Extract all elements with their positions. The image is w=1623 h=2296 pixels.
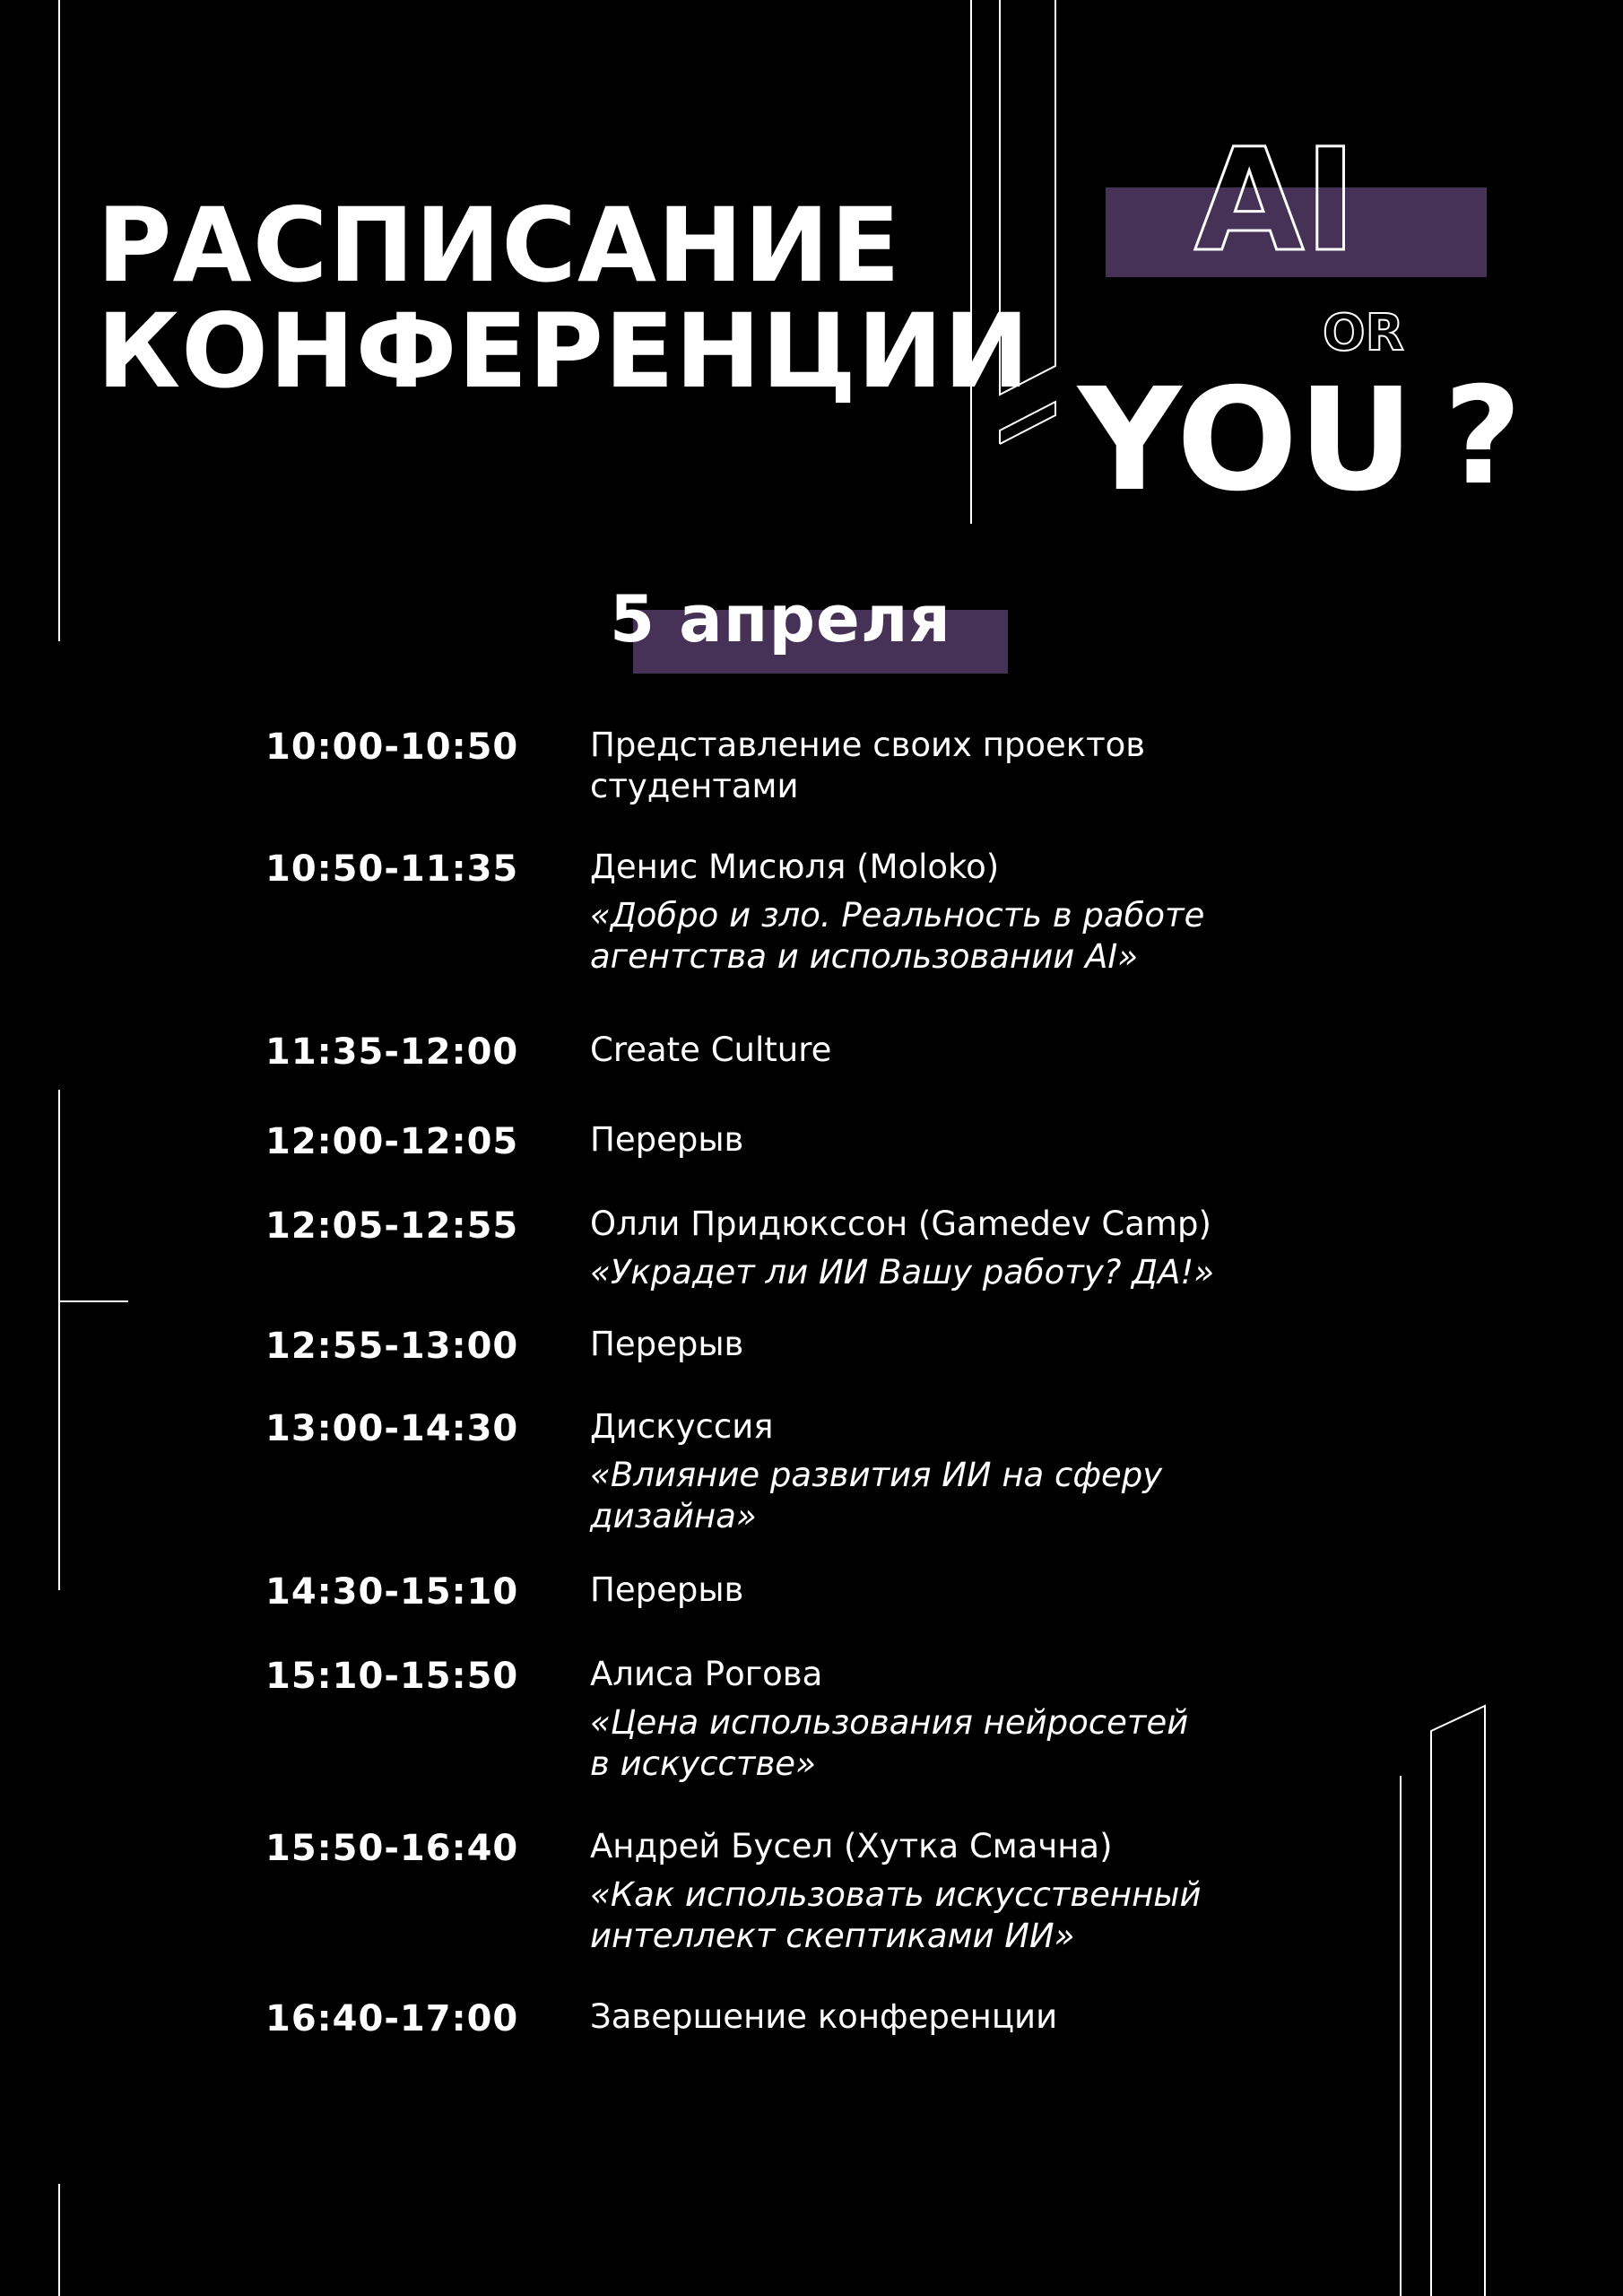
schedule-time: 13:00-14:30 — [265, 1408, 519, 1449]
schedule-row — [265, 1119, 1270, 1164]
schedule-talk-title: «Влияние развития ИИ на сферу дизайна» — [590, 1456, 1163, 1535]
schedule-time: 11:35-12:00 — [265, 1031, 519, 1073]
schedule-time: 12:55-13:00 — [265, 1326, 519, 1367]
schedule-speaker: Перерыв — [590, 1120, 744, 1159]
schedule-speaker: Завершение конференции — [590, 1997, 1058, 2036]
schedule-time: 16:40-17:00 — [265, 1998, 519, 2039]
schedule-info — [590, 725, 1270, 807]
schedule-row — [265, 1324, 1270, 1369]
schedule-row — [265, 1826, 1270, 1957]
schedule-talk-title: «Украдет ли ИИ Вашу работу? ДА!» — [590, 1253, 1215, 1292]
schedule-talk-title: «Добро и зло. Реальность в работе агентства и использовании AI» — [590, 896, 1205, 976]
decorative-left-line-bottom — [58, 2184, 60, 2296]
schedule-speaker: Дискуссия — [590, 1407, 774, 1446]
schedule-time: 14:30-15:10 — [265, 1571, 519, 1613]
decorative-left-tick — [58, 1300, 128, 1302]
schedule-row — [265, 1654, 1270, 1785]
decorative-left-line-middle — [58, 1090, 60, 1590]
schedule-talk-title: «Как использовать искусственный интеллект скептиками ИИ» — [590, 1875, 1202, 1955]
schedule-time: 10:50-11:35 — [265, 848, 519, 890]
ai-or-you-logo — [986, 126, 1542, 520]
schedule-info — [590, 1204, 1271, 1293]
decorative-slant-frame-bottom — [1390, 1695, 1497, 2296]
schedule-info — [590, 1996, 1270, 2038]
logo-or-text: OR — [1323, 304, 1404, 362]
schedule-row — [265, 1570, 1270, 1614]
schedule-row — [265, 1204, 1270, 1293]
schedule-speaker: Перерыв — [590, 1570, 744, 1609]
title-line-1: РАСПИСАНИЕ — [97, 186, 901, 305]
schedule-info — [590, 847, 1270, 978]
schedule-time: 12:05-12:55 — [265, 1205, 519, 1247]
schedule-time: 15:50-16:40 — [265, 1828, 519, 1869]
schedule-row — [265, 1406, 1270, 1537]
schedule-list — [265, 725, 1270, 2041]
page-title — [97, 186, 1030, 411]
schedule-row — [265, 1030, 1270, 1074]
schedule-time: 15:10-15:50 — [265, 1656, 519, 1697]
logo-question-mark: ? — [1444, 359, 1523, 515]
schedule-info — [590, 1406, 1270, 1537]
schedule-row — [265, 725, 1270, 807]
date-heading — [610, 574, 1022, 682]
schedule-info — [590, 1570, 1270, 1611]
schedule-info — [590, 1030, 1270, 1071]
schedule-speaker: Алиса Рогова — [590, 1655, 823, 1693]
schedule-speaker: Перерыв — [590, 1325, 744, 1363]
date-label: 5 апреля — [610, 581, 951, 657]
schedule-info — [590, 1826, 1270, 1957]
decorative-left-line-top — [58, 0, 60, 641]
schedule-speaker: Андрей Бусел (Хутка Смачна) — [590, 1827, 1113, 1866]
schedule-time: 12:00-12:05 — [265, 1121, 519, 1162]
schedule-speaker: Олли Придюкссон (Gamedev Camp) — [590, 1205, 1211, 1243]
title-line-2: КОНФЕРЕНЦИИ — [97, 291, 1030, 411]
schedule-speaker: Денис Мисюля (Moloko) — [590, 848, 1000, 886]
schedule-speaker: Create Culture — [590, 1031, 832, 1069]
schedule-row — [265, 1996, 1270, 2041]
schedule-time: 10:00-10:50 — [265, 726, 519, 768]
schedule-info — [590, 1654, 1270, 1785]
schedule-speaker: Представление своих проектов студентами — [590, 726, 1146, 805]
schedule-row — [265, 847, 1270, 978]
logo-you-text: YOU — [1075, 358, 1414, 520]
schedule-info — [590, 1119, 1270, 1161]
schedule-info — [590, 1324, 1270, 1365]
schedule-talk-title: «Цена использования нейросетей в искусстве» — [590, 1703, 1189, 1783]
logo-ai-text: AI — [1194, 126, 1358, 283]
